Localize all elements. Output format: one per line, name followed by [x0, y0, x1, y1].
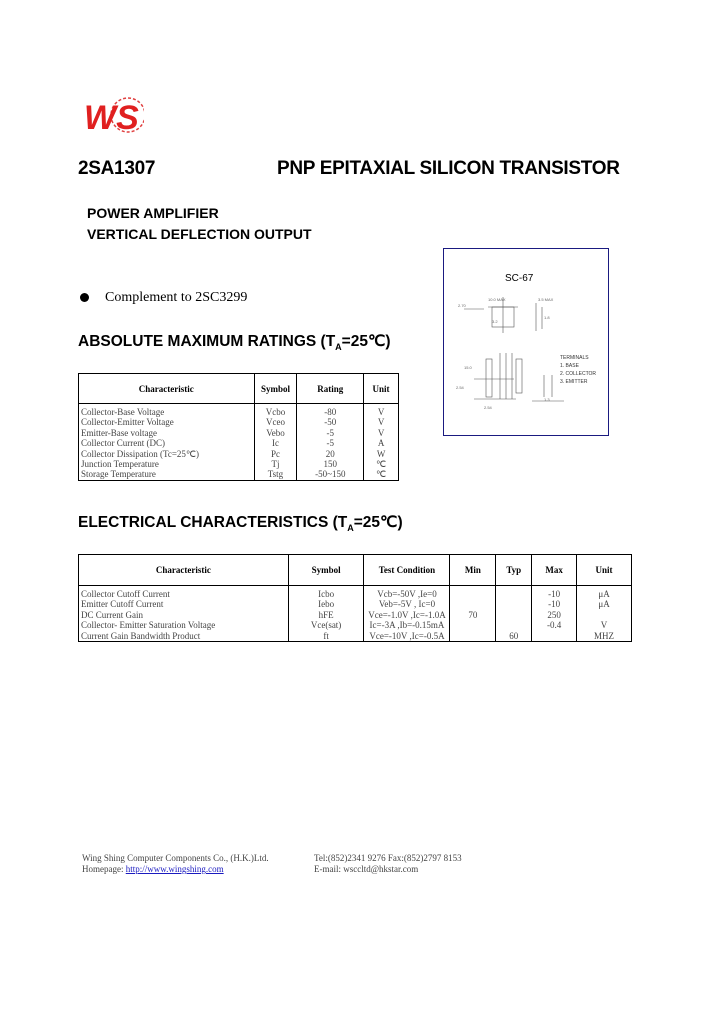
company-logo — [82, 95, 144, 137]
table-cell: ft — [288, 631, 364, 642]
table-cell: Collector Current (DC) — [79, 438, 255, 448]
svg-text:3.2: 3.2 — [492, 319, 498, 324]
email-label: E-mail: — [314, 864, 341, 874]
table-cell: Emitter Cutoff Current — [79, 599, 289, 609]
table-cell: -50 — [297, 417, 364, 427]
table-cell: A — [364, 438, 399, 448]
table-cell: Vce=-10V ,Ic=-0.5A — [364, 631, 450, 642]
table-cell: Pc — [254, 449, 297, 459]
table-cell: Vcbo — [254, 404, 297, 418]
table-cell: Vebo — [254, 428, 297, 438]
svg-text:15.0: 15.0 — [464, 365, 472, 370]
table-cell: MHZ — [577, 631, 632, 642]
table-cell: Veb=-5V , Ic=0 — [364, 599, 450, 609]
t2-header-cell: Typ — [496, 555, 532, 586]
table-row — [79, 469, 399, 480]
table-cell: -10 — [532, 599, 577, 609]
table-cell: Ic — [254, 438, 297, 448]
table-cell: Collector-Emitter Voltage — [79, 417, 255, 427]
email-line — [314, 864, 418, 874]
table-row — [79, 404, 399, 418]
table-cell: 70 — [450, 610, 496, 620]
table-row — [79, 459, 399, 469]
table-row — [79, 610, 632, 620]
t2-header-cell: Max — [532, 555, 577, 586]
package-name: SC-67 — [505, 273, 534, 284]
table-cell: V — [364, 404, 399, 418]
t2-header-cell: Unit — [577, 555, 632, 586]
table-row — [79, 428, 399, 438]
electrical-characteristics-table — [78, 554, 632, 642]
t2-header-cell: Symbol — [288, 555, 364, 586]
table-cell — [496, 620, 532, 630]
electrical-characteristics-heading: ELECTRICAL CHARACTERISTICS $(T_A=25℃)$ — [78, 514, 403, 534]
table-row — [79, 586, 632, 600]
table-cell: ℃ — [364, 459, 399, 469]
svg-text:2.54: 2.54 — [456, 385, 464, 390]
abs-max-ratings-table — [78, 373, 399, 481]
table-cell: Vce=-1.0V ,Ic=-1.0A — [364, 610, 450, 620]
t2-header-cell: Characteristic — [79, 555, 289, 586]
table-cell — [496, 586, 532, 600]
application-vertical-deflection: VERTICAL DEFLECTION OUTPUT — [87, 226, 312, 242]
table-cell: μA — [577, 599, 632, 609]
svg-text:1. BASE: 1. BASE — [560, 363, 579, 369]
table-cell — [496, 610, 532, 620]
table-cell — [496, 599, 532, 609]
table-cell: W — [364, 449, 399, 459]
table-cell: Collector Dissipation (Tc=25℃) — [79, 449, 255, 459]
svg-text:1.8: 1.8 — [544, 315, 550, 320]
table-cell: Collector-Base Voltage — [79, 404, 255, 418]
table-cell: μA — [577, 586, 632, 600]
table-cell: 150 — [297, 459, 364, 469]
table-cell: 250 — [532, 610, 577, 620]
svg-text:2.54: 2.54 — [484, 405, 492, 410]
table-cell: Junction Temperature — [79, 459, 255, 469]
table-cell: 20 — [297, 449, 364, 459]
svg-text:10.0 MAX: 10.0 MAX — [488, 297, 506, 302]
table-cell: Ic=-3A ,Ib=-0.15mA — [364, 620, 450, 630]
table-cell — [450, 586, 496, 600]
table-cell: Current Gain Bandwidth Product — [79, 631, 289, 642]
table-cell: Collector- Emitter Saturation Voltage — [79, 620, 289, 630]
table-cell: ℃ — [364, 469, 399, 480]
complement-feature: Complement to 2SC3299 — [105, 290, 248, 305]
table-cell: 60 — [496, 631, 532, 642]
table-cell: -5 — [297, 438, 364, 448]
part-number: 2SA1307 — [78, 158, 156, 179]
table-cell: Tstg — [254, 469, 297, 480]
company-name: Wing Shing Computer Components Co., (H.K.)Ltd. — [82, 853, 269, 863]
device-title: PNP EPITAXIAL SILICON TRANSISTOR — [277, 158, 620, 179]
table-cell: DC Current Gain — [79, 610, 289, 620]
table-cell — [450, 631, 496, 642]
t1-header-cell: Characteristic — [79, 374, 255, 404]
table-cell: Collector Cutoff Current — [79, 586, 289, 600]
table-cell: Tj — [254, 459, 297, 469]
table-cell: -80 — [297, 404, 364, 418]
svg-text:2. COLLECTOR: 2. COLLECTOR — [560, 371, 597, 377]
homepage-link[interactable]: http://www.wingshing.com — [125, 864, 224, 874]
svg-text:2.70: 2.70 — [458, 303, 466, 308]
table-cell: Vcb=-50V ,Ie=0 — [364, 586, 450, 600]
table-cell: V — [577, 620, 632, 630]
table-row — [79, 631, 632, 642]
table-cell — [577, 610, 632, 620]
bullet-icon — [80, 293, 89, 302]
table-cell — [532, 631, 577, 642]
table-cell: Storage Temperature — [79, 469, 255, 480]
t2-header-cell: Test Condition — [364, 555, 450, 586]
svg-text:WS: WS — [84, 99, 139, 137]
svg-text:3.5 MAX: 3.5 MAX — [538, 297, 554, 302]
table-cell: Vceo — [254, 417, 297, 427]
table-cell: -5 — [297, 428, 364, 438]
t1-header-cell: Unit — [364, 374, 399, 404]
table-row — [79, 599, 632, 609]
abs-max-ratings-heading: ABSOLUTE MAXIMUM RATINGS $(T_A=25℃)$ — [78, 333, 391, 353]
svg-text:3. EMITTER: 3. EMITTER — [560, 379, 588, 385]
email-address[interactable]: wsccltd@hkstar.com — [343, 864, 419, 874]
table-cell: Vce(sat) — [288, 620, 364, 630]
table-row — [79, 449, 399, 459]
phone-fax: Tel:(852)2341 9276 Fax:(852)2797 8153 — [314, 853, 462, 863]
table-row — [79, 438, 399, 448]
homepage-line — [82, 864, 224, 874]
table-row — [79, 417, 399, 427]
table-cell: V — [364, 417, 399, 427]
table-cell: Emitter-Base voltage — [79, 428, 255, 438]
table-cell: -10 — [532, 586, 577, 600]
table-cell: V — [364, 428, 399, 438]
homepage-label: Homepage: — [82, 864, 124, 874]
t1-header-cell: Symbol — [254, 374, 297, 404]
table-cell: Icbo — [288, 586, 364, 600]
table-row — [79, 620, 632, 630]
table-cell: hFE — [288, 610, 364, 620]
table-cell: -50~150 — [297, 469, 364, 480]
table-cell: -0.4 — [532, 620, 577, 630]
table-cell — [450, 620, 496, 630]
application-power-amplifier: POWER AMPLIFIER — [87, 205, 219, 221]
svg-text:TERMINALS: TERMINALS — [560, 355, 589, 361]
table-cell — [450, 599, 496, 609]
t2-header-cell: Min — [450, 555, 496, 586]
table-cell: Iebo — [288, 599, 364, 609]
svg-text:1.3: 1.3 — [544, 397, 550, 402]
t1-header-cell: Rating — [297, 374, 364, 404]
